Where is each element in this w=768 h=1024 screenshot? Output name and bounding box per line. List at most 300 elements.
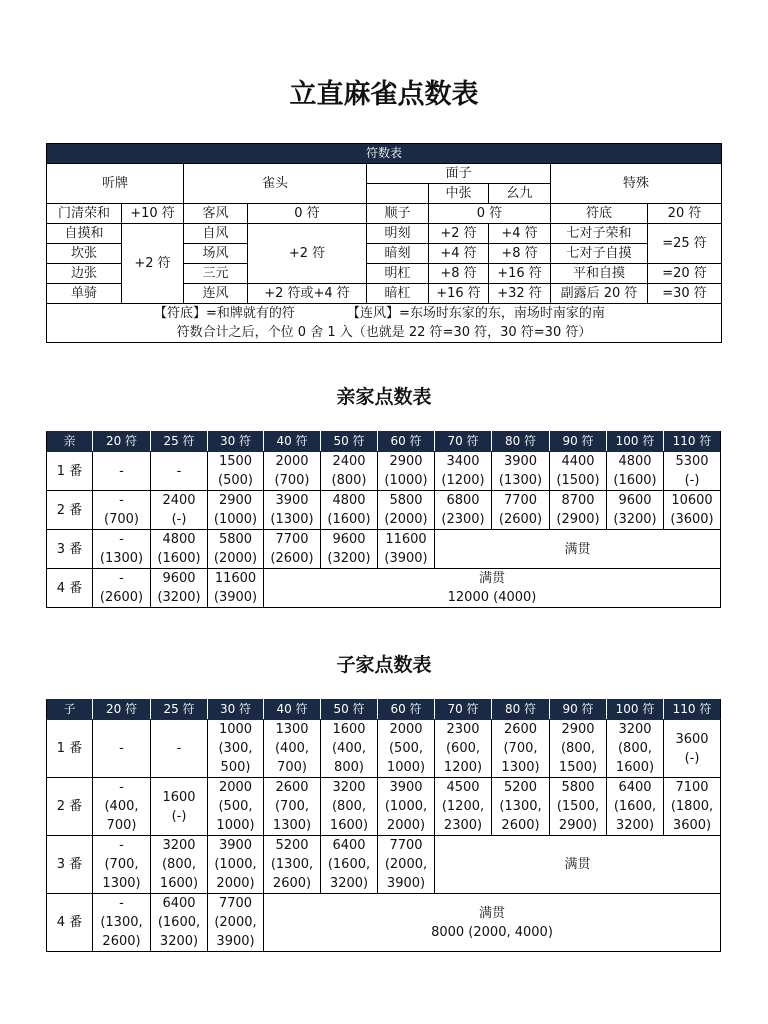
score-cell [492,452,550,491]
score-line: (1600) [613,473,657,488]
score-line: (2600) [99,590,144,605]
score-line: 6400 [332,838,366,853]
fu-cell: +2 符或+4 符 [248,284,367,304]
score-line: 1000) [386,760,426,775]
score-line: (1300, [499,799,542,814]
fu-cell: 场风 [184,244,248,264]
score-cell [93,894,151,952]
score-line: 6400 [162,896,196,911]
score-cell [151,491,208,530]
han-label: 3 番 [47,530,93,569]
score-line: - [119,838,124,853]
fu-cell: 客风 [184,204,248,224]
table-row [47,452,721,491]
score-cell [93,778,151,836]
score-line: 11600 [385,532,427,547]
fu-notes [47,304,722,343]
score-line: 2600) [501,818,540,833]
score-line: (2000, [214,915,257,930]
fu-cell: 0 符 [429,204,551,224]
fu-cell: +16 符 [429,284,489,304]
score-cell [151,778,208,836]
score-line: (2000, [384,857,428,872]
score-line: (2600) [498,512,543,527]
mangan-line: 满贯 [564,857,591,872]
fu-cell: 0 符 [248,204,367,224]
score-line: - [119,493,124,508]
fu-cell: 门清荣和 [47,204,122,224]
score-line: - [119,780,124,795]
score-line: 4800 [332,493,366,508]
score-line: (300, [218,741,253,756]
score-cell [378,491,435,530]
fu-column-header: 110 符 [664,700,721,720]
fu-cell: 明刻 [367,224,429,244]
score-line: 2400 [332,454,366,469]
score-line: 3900) [386,876,426,891]
fu-column-header: 25 符 [151,432,208,452]
score-line: - [176,741,182,756]
score-line: (700) [104,512,139,527]
table-row [47,530,721,569]
score-cell [492,778,550,836]
score-line: 1600) [615,760,655,775]
fu-column-header: 25 符 [151,700,208,720]
score-line: 1200) [443,760,483,775]
score-line: 5800 [218,532,253,547]
score-line: 7100 [675,780,709,795]
score-line: 2600 [503,722,538,737]
fu-column-header: 20 符 [93,700,151,720]
fu-cell: 副露后 20 符 [551,284,648,304]
score-line: 7700 [275,532,309,547]
fu-cell: 暗杠 [367,284,429,304]
fu-cell: +10 符 [122,204,184,224]
score-line: 3900 [389,780,423,795]
han-label: 1 番 [47,720,93,778]
score-line: (1000, [214,857,257,872]
score-line: 2000 [275,454,309,469]
score-line: (-) [684,750,700,766]
fu-cell: 坎张 [47,244,122,264]
score-cell [93,491,151,530]
score-cell [321,452,378,491]
score-line: (3600) [670,512,714,527]
score-line: (2000) [384,512,428,527]
score-line: (-) [684,473,700,488]
fu-cell: =25 符 [648,224,722,264]
score-cell [321,720,378,778]
score-cell [151,530,208,569]
score-line: (3200) [157,590,201,605]
score-line: (1300, [100,915,143,930]
mangan-line: 8000 (2000, 4000) [431,924,553,940]
score-line: (800, [161,857,197,872]
fu-cell: 七对子自摸 [551,244,648,264]
score-line: (1500, [556,799,600,814]
score-line: 2600) [272,876,312,891]
score-line: 1500 [218,454,253,469]
score-line: 2000 [218,780,253,795]
fu-column-header: 90 符 [550,432,607,452]
score-line: (1000) [213,512,258,527]
score-cell [264,836,321,894]
han-label: 3 番 [47,836,93,894]
fu-cell: 七对子荣和 [551,224,648,244]
fu-cell: 符底 [551,204,648,224]
score-cell [492,491,550,530]
score-line: (1600) [327,512,371,527]
fu-cell: +2 符 [122,224,184,304]
fu-cell: 明杠 [367,264,429,284]
fu-cell: +4 符 [429,244,489,264]
score-cell [321,530,378,569]
fu-cell: 三元 [184,264,248,284]
score-line: 1600 [162,789,196,805]
score-cell [550,720,607,778]
score-line: 9600 [618,493,652,508]
score-line: (1600, [327,857,371,872]
table-row [47,778,721,836]
fu-column-header: 30 符 [208,432,264,452]
score-line: 4400 [561,454,595,469]
score-line: (3200) [613,512,657,527]
score-line: 9600 [332,532,366,547]
score-line: (1500) [556,473,600,488]
score-cell [607,452,664,491]
score-line: 1600) [329,818,369,833]
mentsu-group-label: 面子 [367,164,551,184]
score-cell [492,720,550,778]
score-line: 7700 [218,896,253,911]
score-line: 5800 [389,493,423,508]
mangan-line: 满贯 [564,541,591,557]
fu-column-header: 70 符 [435,700,492,720]
score-line: 3200 [618,722,652,737]
score-line: 1600) [159,876,199,891]
score-line: (3900) [213,590,258,605]
score-line: 11600 [214,571,257,586]
score-line: (800, [560,741,596,756]
score-line: 1500) [558,760,598,775]
score-line: 3400 [446,454,480,469]
fu-column-header: 50 符 [321,432,378,452]
score-line: (400, [104,799,139,814]
fu-column-header: 60 符 [378,432,435,452]
fu-column-header: 60 符 [378,700,435,720]
score-line: 3900 [503,454,538,469]
score-line: 9600 [162,571,196,586]
simple-tile-label: 中张 [429,184,489,204]
score-cell [550,452,607,491]
score-cell [208,530,264,569]
fu-cell: 平和自摸 [551,264,648,284]
score-cell [151,569,208,608]
score-line: (1800, [670,799,714,814]
score-line: 5200 [503,780,538,795]
score-cell [264,452,321,491]
score-cell [93,530,151,569]
mangan-cell [264,894,721,952]
score-cell [378,530,435,569]
score-cell [264,720,321,778]
score-line: (600, [445,741,481,756]
score-line: (-) [171,512,187,527]
score-cell [151,720,208,778]
score-line: 4800 [162,532,196,547]
fu-table-header: 符数表 [47,144,722,164]
score-line: (800, [331,799,367,814]
score-cell [208,720,264,778]
score-line: 1600 [332,722,366,737]
page-title: 立直麻雀点数表 [289,79,479,110]
score-cell [378,452,435,491]
fu-column-header: 110 符 [664,432,721,452]
score-line: (400, [331,741,367,756]
fu-cell: 连风 [184,284,248,304]
score-line: 8700 [561,493,595,508]
score-line: (1300) [498,473,543,488]
fu-column-header: 30 符 [208,700,264,720]
score-line: (1600, [613,799,657,814]
score-line: 2900 [218,493,253,508]
score-line: (700) [274,473,310,488]
nondealer-score-table [46,699,721,952]
fu-cell: 单骑 [47,284,122,304]
score-line: 6800 [446,493,480,508]
score-line: 1300) [501,760,540,775]
score-line: 1000) [216,818,255,833]
score-line: 2300) [443,818,483,833]
score-cell [378,720,435,778]
han-label: 2 番 [47,491,93,530]
score-line: 4500 [446,780,480,795]
score-line: 3200 [332,780,366,795]
score-cell [208,452,264,491]
fu-column-header: 80 符 [492,700,550,720]
score-cell [435,720,492,778]
score-cell [664,778,721,836]
score-cell [435,491,492,530]
fu-cell: 20 符 [648,204,722,224]
table-row [47,569,721,608]
score-line: 3600) [672,818,712,833]
score-cell [607,720,664,778]
score-line: (500) [218,473,253,488]
score-line: (2900) [556,512,600,527]
score-line: (400, [274,741,310,756]
fu-column-header: 100 符 [607,432,664,452]
fu-column-header: 40 符 [264,700,321,720]
score-cell [93,569,151,608]
score-cell [264,491,321,530]
score-cell [378,778,435,836]
score-line: 800) [334,760,364,775]
score-line: (700, [503,741,538,756]
score-line: - [119,571,124,586]
fu-cell: +16 符 [489,264,551,284]
score-line: - [176,463,182,479]
score-line: (2600) [270,551,314,566]
score-line: (1200) [441,473,485,488]
score-line: 3200) [329,876,369,891]
table-row [47,894,721,952]
fu-cell: +2 符 [429,224,489,244]
score-line: 3200 [162,838,196,853]
han-label: 2 番 [47,778,93,836]
score-line: 5800 [561,780,595,795]
fu-column-header: 100 符 [607,700,664,720]
score-line: (3200) [327,551,371,566]
score-cell [93,720,151,778]
score-line: 1300 [275,722,309,737]
score-line: (1600) [157,551,201,566]
fu-cell: +8 符 [489,244,551,264]
fu-column-header: 50 符 [321,700,378,720]
note-double-wind: 【连风】=东场时东家的东，南场时南家的南 [347,306,605,321]
score-line: (1300, [270,857,314,872]
score-cell [607,491,664,530]
score-line: (3900) [384,551,428,566]
score-cell [550,778,607,836]
score-cell [321,778,378,836]
special-group-label: 特殊 [551,164,722,204]
score-cell [435,452,492,491]
corner-label: 子 [47,700,93,720]
fu-column-header: 40 符 [264,432,321,452]
score-line: - [119,463,124,479]
score-line: (800) [331,473,367,488]
score-cell [151,836,208,894]
score-line: 2400 [162,493,196,508]
score-line: 2300 [446,722,480,737]
score-line: 1000 [218,722,253,737]
fu-cell: =30 符 [648,284,722,304]
score-line: 6400 [618,780,652,795]
score-line: 3900 [275,493,309,508]
mangan-line: 12000 (4000) [447,590,537,605]
mangan-line: 满贯 [478,905,505,921]
han-label: 4 番 [47,569,93,608]
score-cell [607,778,664,836]
fu-cell: 暗刻 [367,244,429,264]
score-cell [664,720,721,778]
score-line: (500, [218,799,253,814]
fu-cell: 自风 [184,224,248,244]
score-cell [435,778,492,836]
score-line: 3600 [675,731,709,747]
fu-column-header: 20 符 [93,432,151,452]
fu-cell: +2 符 [248,224,367,284]
score-cell [264,530,321,569]
score-line: (1000) [384,473,428,488]
score-line: (700, [104,857,139,872]
score-line: - [119,532,124,547]
score-line: - [119,896,124,911]
mentsu-blank-cell [367,184,429,204]
pair-group-label: 雀头 [184,164,367,204]
score-cell [151,894,208,952]
fu-cell: 边张 [47,264,122,284]
score-line: 500) [220,760,251,775]
score-line: 2900 [389,454,423,469]
score-cell [264,778,321,836]
han-label: 4 番 [47,894,93,952]
score-line: (2300) [441,512,485,527]
score-cell [93,836,151,894]
score-line: 3900 [218,838,253,853]
score-line: 2600) [102,934,141,949]
score-line: (500, [388,741,424,756]
score-line: 7700 [503,493,538,508]
score-cell [321,491,378,530]
score-line: 2600 [275,780,309,795]
score-cell [664,452,721,491]
score-cell [321,836,378,894]
mangan-cell [435,836,721,894]
score-line: (1300) [99,551,144,566]
fu-table [46,143,722,343]
score-line: 700) [106,818,137,833]
fu-cell: +8 符 [429,264,489,284]
score-line: 5200 [275,838,309,853]
score-line: 3200) [159,934,199,949]
score-cell [208,569,264,608]
fu-cell: 顺子 [367,204,429,224]
mangan-line: 满贯 [478,571,505,586]
score-line: - [119,741,124,756]
mangan-cell [435,530,721,569]
dealer-table-title: 亲家点数表 [336,386,432,408]
tenpai-group-label: 听牌 [47,164,184,204]
score-line: 2000) [386,818,426,833]
note-base-fu: 【符底】=和牌就有的符 [154,306,295,321]
dealer-score-table [46,431,721,608]
nondealer-table-title: 子家点数表 [336,654,432,676]
fu-cell: +4 符 [489,224,551,244]
score-line: (1300) [270,512,314,527]
score-line: 2000 [389,722,423,737]
score-cell [208,778,264,836]
mangan-cell [264,569,721,608]
fu-cell: 自摸和 [47,224,122,244]
score-line: (700, [274,799,310,814]
score-line: 2000) [216,876,255,891]
score-line: 7700 [389,838,423,853]
score-cell [550,491,607,530]
score-line: (800, [617,741,653,756]
note-rounding: 符数合计之后，个位 0 舍 1 入（也就是 22 符=30 符，30 符=30 符） [176,325,592,340]
fu-column-header: 70 符 [435,432,492,452]
score-line: 4800 [618,454,652,469]
score-line: (1000, [384,799,428,814]
score-cell [378,836,435,894]
score-cell [664,491,721,530]
fu-column-header: 90 符 [550,700,607,720]
score-line: 2900) [558,818,598,833]
fu-column-header: 80 符 [492,432,550,452]
corner-label: 亲 [47,432,93,452]
score-line: (2000) [213,551,258,566]
score-line: 700) [277,760,307,775]
score-line: (1600, [157,915,201,930]
table-row [47,491,721,530]
fu-cell: +32 符 [489,284,551,304]
score-cell [208,894,264,952]
score-line: 2900 [561,722,595,737]
score-cell [208,836,264,894]
score-line: 5300 [675,454,709,469]
